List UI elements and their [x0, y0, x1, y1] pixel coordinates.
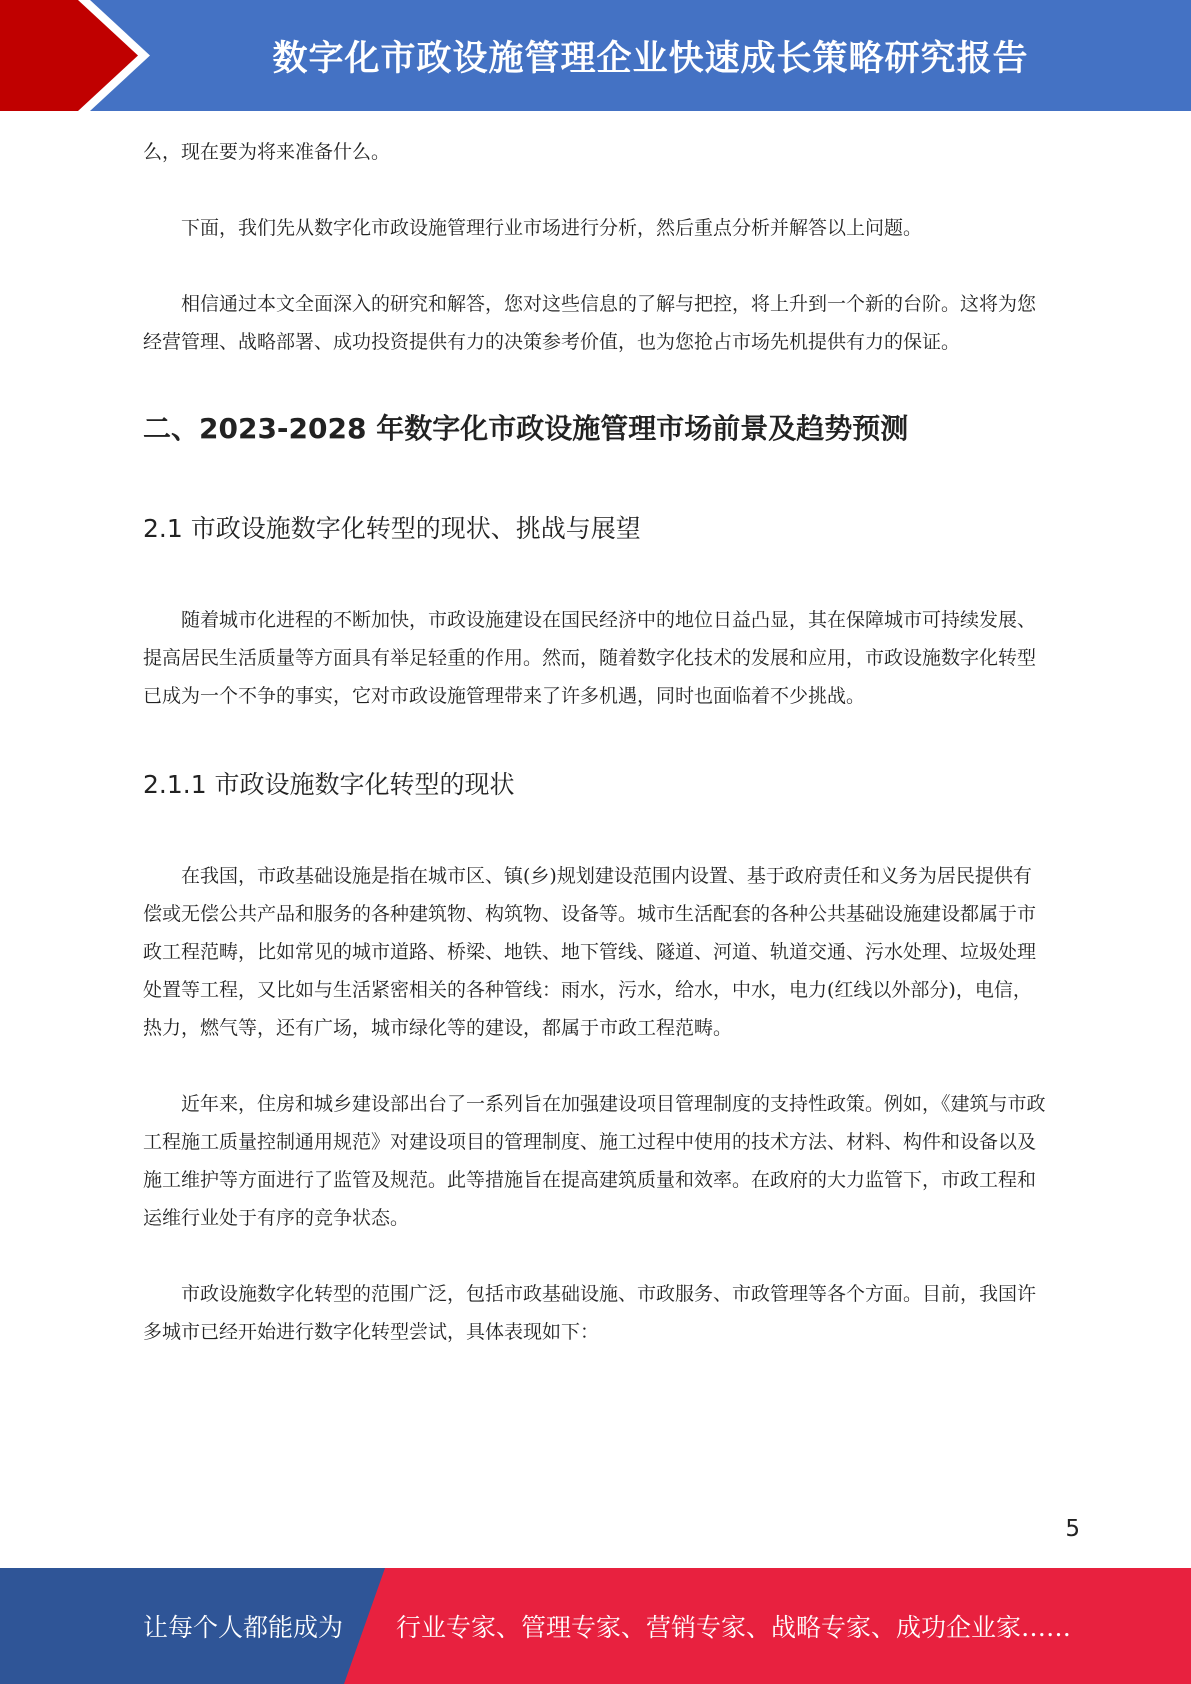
paragraph-background: 随着城市化进程的不断加快，市政设施建设在国民经济中的地位日益凸显，其在保障城市可持续发展、提高居民生活质量等方面具有举足轻重的作用。然而，随着数字化技术的发展和应用，市政设施数字化转型已成为一个不争的事实，它对市政设施管理带来了许多机遇，同时也面临着不少挑战。: [143, 609, 1037, 707]
page-header: [0, 0, 1191, 111]
header-red-arrow-decoration: [0, 0, 150, 111]
paragraph-scope: 市政设施数字化转型的范围广泛，包括市政基础设施、市政服务、市政管理等各个方面。目前，我国许多城市已经开始进行数字化转型尝试，具体表现如下：: [143, 1283, 1037, 1343]
footer-slogan-left: 让每个人都能成为: [143, 1613, 344, 1642]
subsection-heading-2-1: 2.1 市政设施数字化转型的现状、挑战与展望: [143, 514, 641, 543]
page-footer: [0, 1568, 1191, 1684]
paragraph-intro: 下面，我们先从数字化市政设施管理行业市场进行分析，然后重点分析并解答以上问题。: [181, 217, 923, 239]
footer-slogan-right: 行业专家、管理专家、营销专家、战略专家、成功企业家……: [396, 1613, 1072, 1642]
paragraph-value: 相信通过本文全面深入的研究和解答，您对这些信息的了解与把控，将上升到一个新的台阶。这将为您经营管理、战略部署、成功投资提供有力的决策参考价值，也为您抢占市场先机提供有力的保证。: [143, 293, 1037, 353]
paragraph-continuation: 么，现在要为将来准备什么。: [143, 141, 391, 163]
page-number: 5: [1065, 1516, 1080, 1542]
paragraph-definition: 在我国，市政基础设施是指在城市区、镇(乡)规划建设范围内设置、基于政府责任和义务为居民提供有偿或无偿公共产品和服务的各种建筑物、构筑物、设备等。城市生活配套的各种公共基础设施建设都属于市政工程范畴，比如常见的城市道路、桥梁、地铁、地下管线、隧道、河道、轨道交通、污水处理、垃圾处理处置等工程，又比如与生活紧密相关的各种管线：雨水，污水，给水，中水，电力(红线以外部分)，电信，热力，燃气等，还有广场，城市绿化等的建设，都属于市政工程范畴。: [143, 865, 1037, 1039]
document-body: [143, 133, 1048, 1351]
header-title: 数字化市政设施管理企业快速成长策略研究报告: [272, 38, 1029, 79]
subsection-heading-2-1-1: 2.1.1 市政设施数字化转型的现状: [143, 770, 515, 799]
paragraph-policy: 近年来，住房和城乡建设部出台了一系列旨在加强建设项目管理制度的支持性政策。例如，《建筑与市政工程施工质量控制通用规范》对建设项目的管理制度、施工过程中使用的技术方法、材料、构件和设备以及施工维护等方面进行了监管及规范。此等措施旨在提高建筑质量和效率。在政府的大力监管下，市政工程和运维行业处于有序的竞争状态。: [143, 1093, 1046, 1229]
section-heading: 二、2023-2028 年数字化市政设施管理市场前景及趋势预测: [143, 412, 909, 445]
